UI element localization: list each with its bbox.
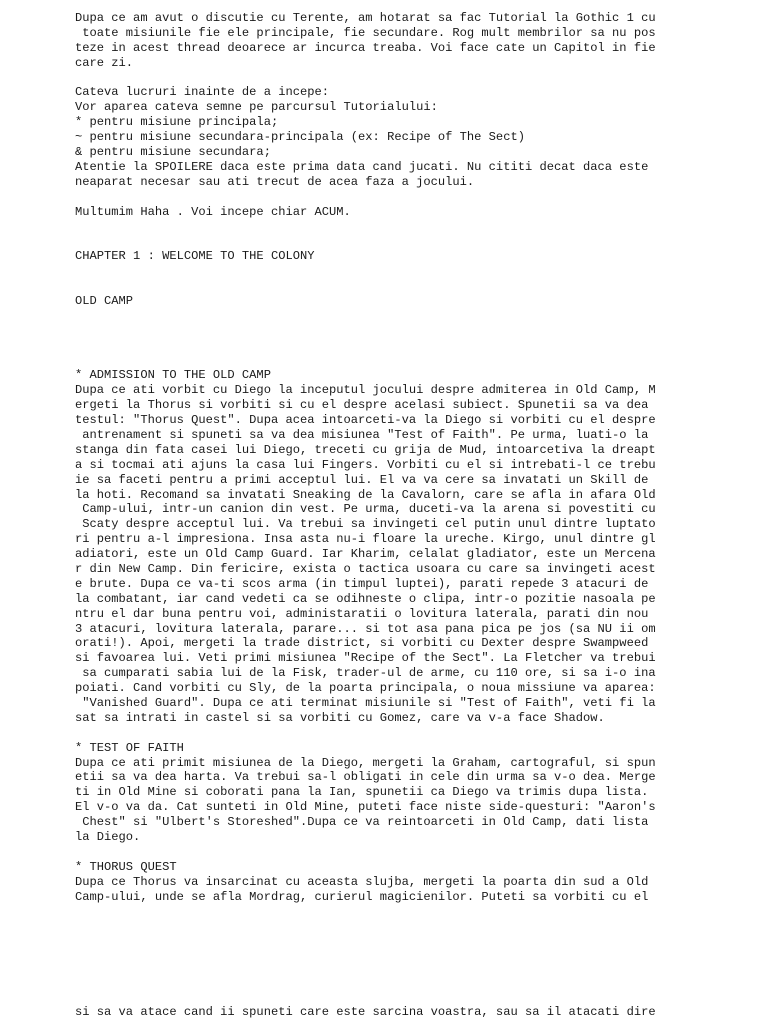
document-line: OLD CAMP <box>75 293 134 308</box>
document-line <box>75 339 765 354</box>
document-line: Dupa ce ati primit misiunea de la Diego, mergeti la Graham, cartograful, si spun <box>75 755 656 770</box>
document-line: si favoarea lui. Veti primi misiunea "Recipe of the Sect". La Fletcher va trebui <box>75 651 656 666</box>
document-line: a si tocmai ati ajuns la casa lui Fingers. Vorbiti cu el si intrebati-l ce trebu <box>75 457 656 472</box>
document-line: Camp-ului, intr-un canion din vest. Pe urma, duceti-va la arena si povestiti cu <box>75 502 656 517</box>
document-line: etii sa va dea harta. Va trebui sa-l obligati in cele din urma sa v-o dea. Merge <box>75 770 656 785</box>
document-line <box>75 309 765 324</box>
document-line: testul: "Thorus Quest". Dupa acea intoarceti-va la Diego si vorbiti cu el despre <box>75 413 656 428</box>
document-line: stanga din fata casei lui Diego, treceti cu grija de Mud, intoarcetiva la dreapt <box>75 442 656 457</box>
document-line: teze in acest thread deoarece ar incurca treaba. Voi face cate un Capitol in fie <box>75 40 656 55</box>
document-line: "Vanished Guard". Dupa ce ati terminat misiunile si "Test of Faith", veti fi la <box>75 695 656 710</box>
document-line: Dupa ce ati vorbit cu Diego la inceputul jocului despre admiterea in Old Camp, M <box>75 383 656 398</box>
document-line <box>75 324 765 339</box>
document-body <box>75 11 765 904</box>
document-line <box>75 264 765 279</box>
document-line: orati!). Apoi, mergeti la trade district, si vorbiti cu Dexter despre Swampweed <box>75 636 649 651</box>
document-tail-line: si sa va atace cand ii spuneti care este sarcina voastra, sau sa il atacati dire <box>75 1005 656 1019</box>
document-line: la Diego. <box>75 829 141 844</box>
document-line: 3 atacuri, lovitura laterala, parare... si tot asa pana pica pe jos (sa NU ii om <box>75 621 656 636</box>
document-line: r din New Camp. Din fericire, exista o tactica usoara cu care sa invingeti acest <box>75 561 656 576</box>
document-line: Dupa ce Thorus va insarcinat cu aceasta slujba, mergeti la poarta din sud a Old <box>75 874 649 889</box>
document-line: ri pentru a-l impresiona. Insa asta nu-i floare la ureche. Kirgo, unul dintre gl <box>75 532 656 547</box>
document-line: poiati. Cand vorbiti cu Sly, de la poarta principala, o noua missiune va aparea: <box>75 681 656 696</box>
document-line: ergeti la Thorus si vorbiti si cu el despre acelasi subiect. Spunetii sa va dea <box>75 398 649 413</box>
document-line: la hoti. Recomand sa invatati Sneaking de la Cavalorn, care se afla in afara Old <box>75 487 656 502</box>
document-line <box>75 726 765 741</box>
document-line: adiatori, este un Old Camp Guard. Iar Kharim, celalat gladiator, este un Mercena <box>75 547 656 562</box>
document-line: * THORUS QUEST <box>75 859 177 874</box>
document-line: toate misiunile fie ele principale, fie secundare. Rog mult membrilor sa nu pos <box>75 25 656 40</box>
document-line: * pentru misiune principala; <box>75 115 279 130</box>
document-line: Chest" si "Ulbert's Storeshed".Dupa ce va reintoarceti in Old Camp, dati lista <box>75 815 649 830</box>
document-line <box>75 845 765 860</box>
document-line: Vor aparea cateva semne pe parcursul Tutorialului: <box>75 100 438 115</box>
document-line <box>75 234 765 249</box>
document-line: ~ pentru misiune secundara-principala (ex: Recipe of The Sect) <box>75 130 525 145</box>
document-line: la combatant, iar cand vedeti ca se odihneste o clipa, intr-o pozitie nasoala pe <box>75 591 656 606</box>
document-line: Dupa ce am avut o discutie cu Terente, am hotarat sa fac Tutorial la Gothic 1 cu <box>75 11 656 25</box>
document-line: e brute. Dupa ce va-ti scos arma (in timpul luptei), parati repede 3 atacuri de <box>75 576 649 591</box>
document-line: & pentru misiune secundara; <box>75 145 271 160</box>
document-line: ti in Old Mine si coborati pana la Ian, spunetii ca Diego va trimis dupa lista. <box>75 785 649 800</box>
document-line <box>75 219 765 234</box>
document-line <box>75 71 765 86</box>
document-line <box>75 353 765 368</box>
document-line: Scaty despre acceptul lui. Va trebui sa invingeti cel putin unul dintre luptato <box>75 517 656 532</box>
document-line: care zi. <box>75 55 134 70</box>
document-line: Atentie la SPOILERE daca este prima data cand jucati. Nu cititi decat daca este <box>75 159 649 174</box>
document-line: El v-o va da. Cat sunteti in Old Mine, puteti face niste side-questuri: "Aaron's <box>75 800 656 815</box>
document-line: Cateva lucruri inainte de a incepe: <box>75 85 330 100</box>
document-line: Camp-ului, unde se afla Mordrag, curierul magicienilor. Puteti sa vorbiti cu el <box>75 889 649 904</box>
document-line: ie sa faceti pentru a primi acceptul lui. El va va cere sa invatati un Skill de <box>75 472 649 487</box>
document-line <box>75 190 765 205</box>
document-line: ntru el dar buna pentru voi, administaratii o lovitura laterala, parati din nou <box>75 606 649 621</box>
document-line: * ADMISSION TO THE OLD CAMP <box>75 368 271 383</box>
document-line: sa cumparati sabia lui de la Fisk, trader-ul de arme, cu 110 ore, si sa i-o ina <box>75 666 656 681</box>
document-line <box>75 279 765 294</box>
document-line: Multumim Haha . Voi incepe chiar ACUM. <box>75 204 351 219</box>
document-line: CHAPTER 1 : WELCOME TO THE COLONY <box>75 249 315 264</box>
document-line: antrenament si spuneti sa va dea misiunea "Test of Faith". Pe urma, luati-o la <box>75 427 649 442</box>
document-line: neaparat necesar sau ati trecut de acea faza a jocului. <box>75 174 475 189</box>
document-line: sat sa intrati in castel si sa vorbiti cu Gomez, care va v-a face Shadow. <box>75 710 605 725</box>
document-line: * TEST OF FAITH <box>75 740 184 755</box>
